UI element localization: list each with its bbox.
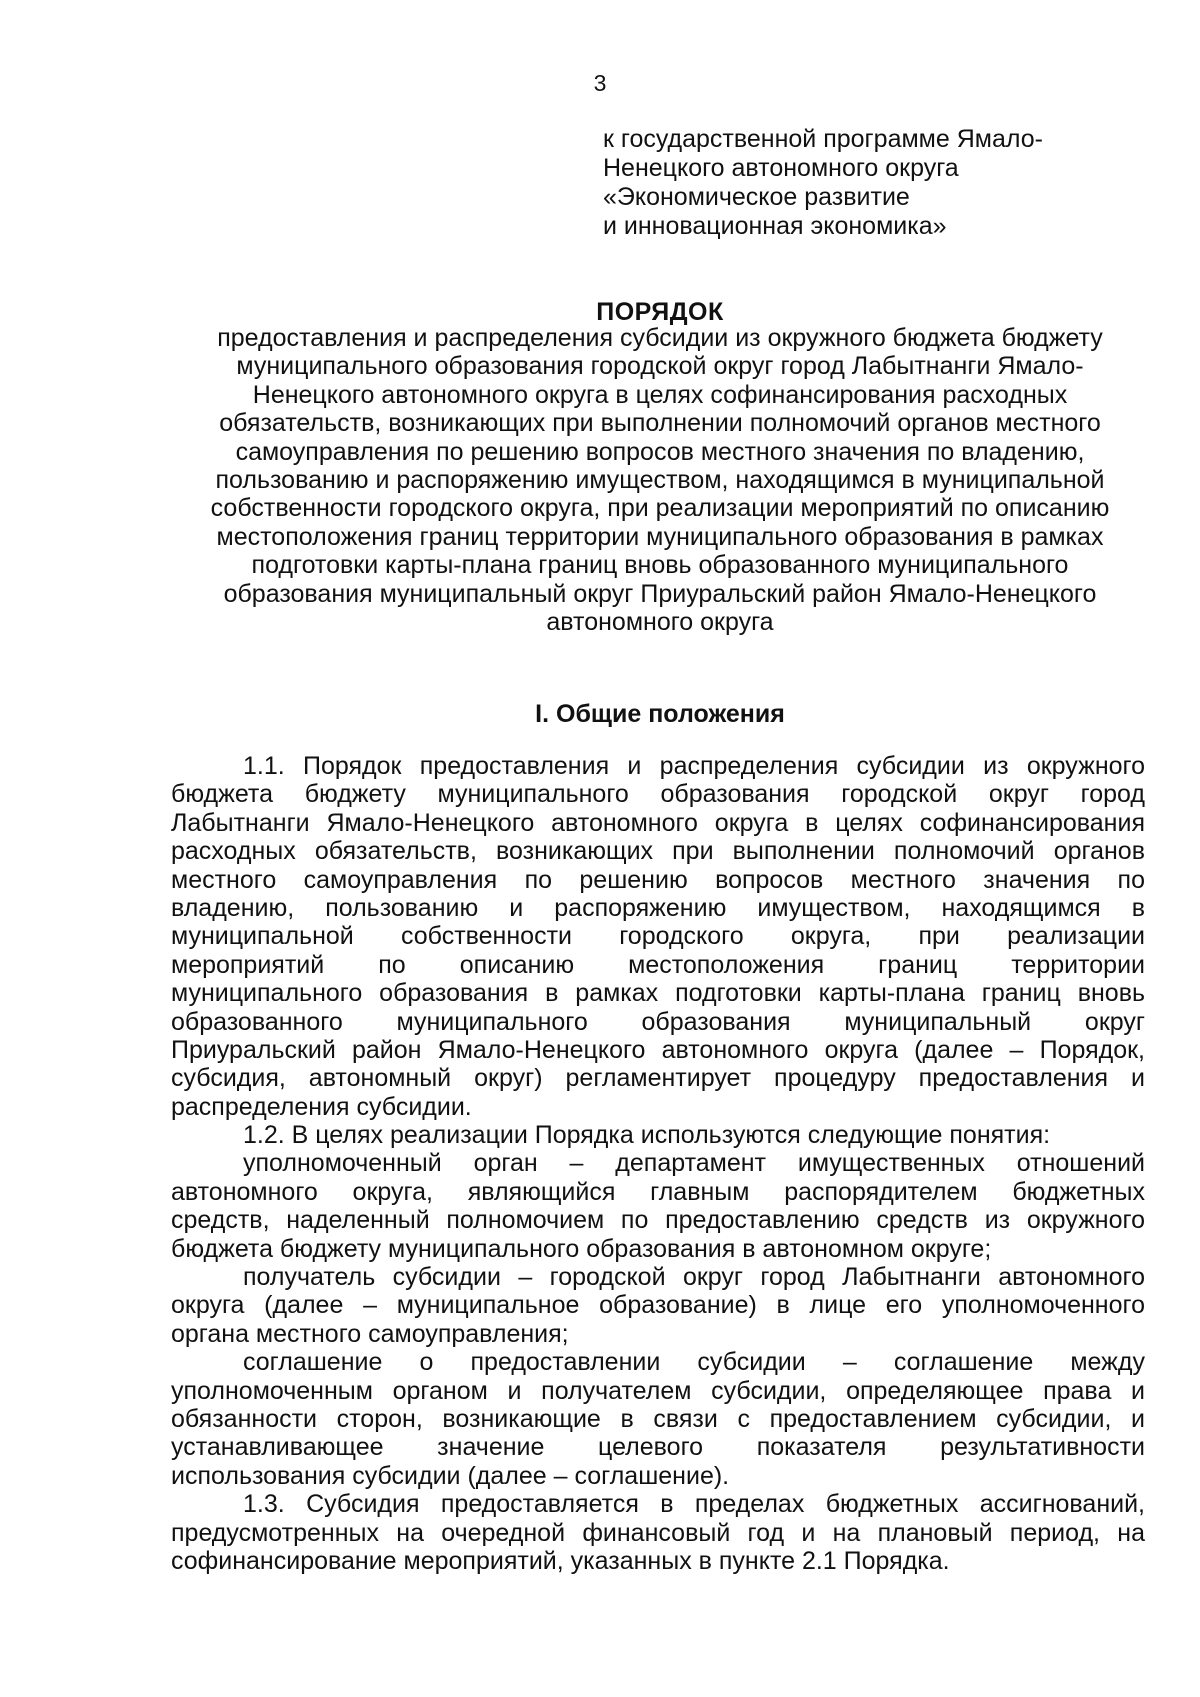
body-line: образованного муниципального образования муниципальный округ xyxy=(171,1007,1145,1036)
body-line: бюджета бюджету муниципального образования в автономном округе; xyxy=(171,1234,992,1263)
subtitle-line: местоположения границ территории муниципального образования в рамках xyxy=(216,522,1104,551)
attachment-note xyxy=(603,125,1083,241)
body-line: владению, пользованию и распоряжению имуществом, находящимся в xyxy=(171,893,1145,922)
body-line: органа местного самоуправления; xyxy=(171,1319,569,1348)
attachment-line: к государственной программе Ямало- xyxy=(603,125,1043,153)
body-line: средств, наделенный полномочием по предоставлению средств из окружного xyxy=(171,1206,1145,1235)
body-line: обязанности сторон, возникающие в связи с предоставлением субсидии, и xyxy=(171,1404,1145,1433)
attachment-line: Ненецкого автономного округа xyxy=(603,154,959,182)
body-line: округа (далее – муниципальное образование) в лице его уполномоченного xyxy=(171,1291,1145,1320)
body-line: мероприятий по описанию местоположения границ территории xyxy=(171,950,1145,979)
attachment-line: и инновационная экономика» xyxy=(603,212,947,240)
body-line: предусмотренных на очередной финансовый год и на плановый период, на xyxy=(171,1518,1145,1547)
body-line: получатель субсидии – городской округ город Лабытнанги автономного xyxy=(243,1263,1145,1292)
subtitle-line: подготовки карты-плана границ вновь образованного муниципального xyxy=(251,551,1069,580)
body-line: распределения субсидии. xyxy=(171,1092,472,1121)
subtitle-line: самоуправления по решению вопросов местного значения по владению, xyxy=(235,437,1085,466)
body-line: муниципальной собственности городского округа, при реализации xyxy=(171,922,1145,951)
subtitle-line: обязательств, возникающих при выполнении полномочий органов местного xyxy=(219,409,1101,438)
body-text xyxy=(171,752,1145,1575)
body-line: местного самоуправления по решению вопросов местного значения по xyxy=(171,865,1145,894)
body-line: Лабытнанги Ямало-Ненецкого автономного округа в целях софинансирования xyxy=(171,808,1145,837)
attachment-line: «Экономическое развитие xyxy=(603,183,910,211)
subtitle-line: муниципального образования городской округ город Лабытнанги Ямало- xyxy=(236,352,1084,381)
subtitle-line: образования муниципальный округ Приуральский район Ямало-Ненецкого xyxy=(223,579,1097,608)
body-line: использования субсидии (далее – соглашение). xyxy=(171,1461,730,1490)
section-title: I. Общие положения xyxy=(535,700,785,728)
body-line: расходных обязательств, возникающих при выполнении полномочий органов xyxy=(171,837,1145,866)
page-number: 3 xyxy=(593,70,607,96)
subtitle-line: предоставления и распределения субсидии из окружного бюджета бюджету xyxy=(217,324,1103,352)
body-line: бюджета бюджету муниципального образования городской округ город xyxy=(171,780,1145,809)
subtitle-line: автономного округа xyxy=(546,608,774,637)
document-subtitle xyxy=(170,324,1150,636)
body-line: автономного округа, являющийся главным распорядителем бюджетных xyxy=(171,1177,1145,1206)
body-line: муниципального образования в рамках подготовки карты-плана границ вновь xyxy=(171,979,1145,1008)
body-line: уполномоченным органом и получателем субсидии, определяющее права и xyxy=(171,1376,1145,1405)
document-heading: ПОРЯДОК xyxy=(596,298,724,326)
body-line: устанавливающее значение целевого показателя результативности xyxy=(171,1433,1145,1462)
body-line: Приуральский район Ямало-Ненецкого автономного округа (далее – Порядок, xyxy=(171,1035,1145,1064)
body-line: уполномоченный орган – департамент имущественных отношений xyxy=(243,1149,1145,1178)
body-line: субсидия, автономный округ) регламентирует процедуру предоставления и xyxy=(171,1064,1145,1093)
subtitle-line: пользованию и распоряжению имуществом, находящимся в муниципальной xyxy=(215,466,1105,495)
body-line: 1.1. Порядок предоставления и распределения субсидии из окружного xyxy=(243,752,1145,780)
body-line: софинансирование мероприятий, указанных в пункте 2.1 Порядка. xyxy=(171,1546,950,1575)
body-line: 1.3. Субсидия предоставляется в пределах бюджетных ассигнований, xyxy=(243,1490,1145,1519)
subtitle-line: собственности городского округа, при реализации мероприятий по описанию xyxy=(210,494,1110,523)
body-line: 1.2. В целях реализации Порядка используются следующие понятия: xyxy=(243,1121,1051,1150)
body-line: соглашение о предоставлении субсидии – соглашение между xyxy=(243,1348,1145,1377)
subtitle-line: Ненецкого автономного округа в целях софинансирования расходных xyxy=(252,380,1068,409)
